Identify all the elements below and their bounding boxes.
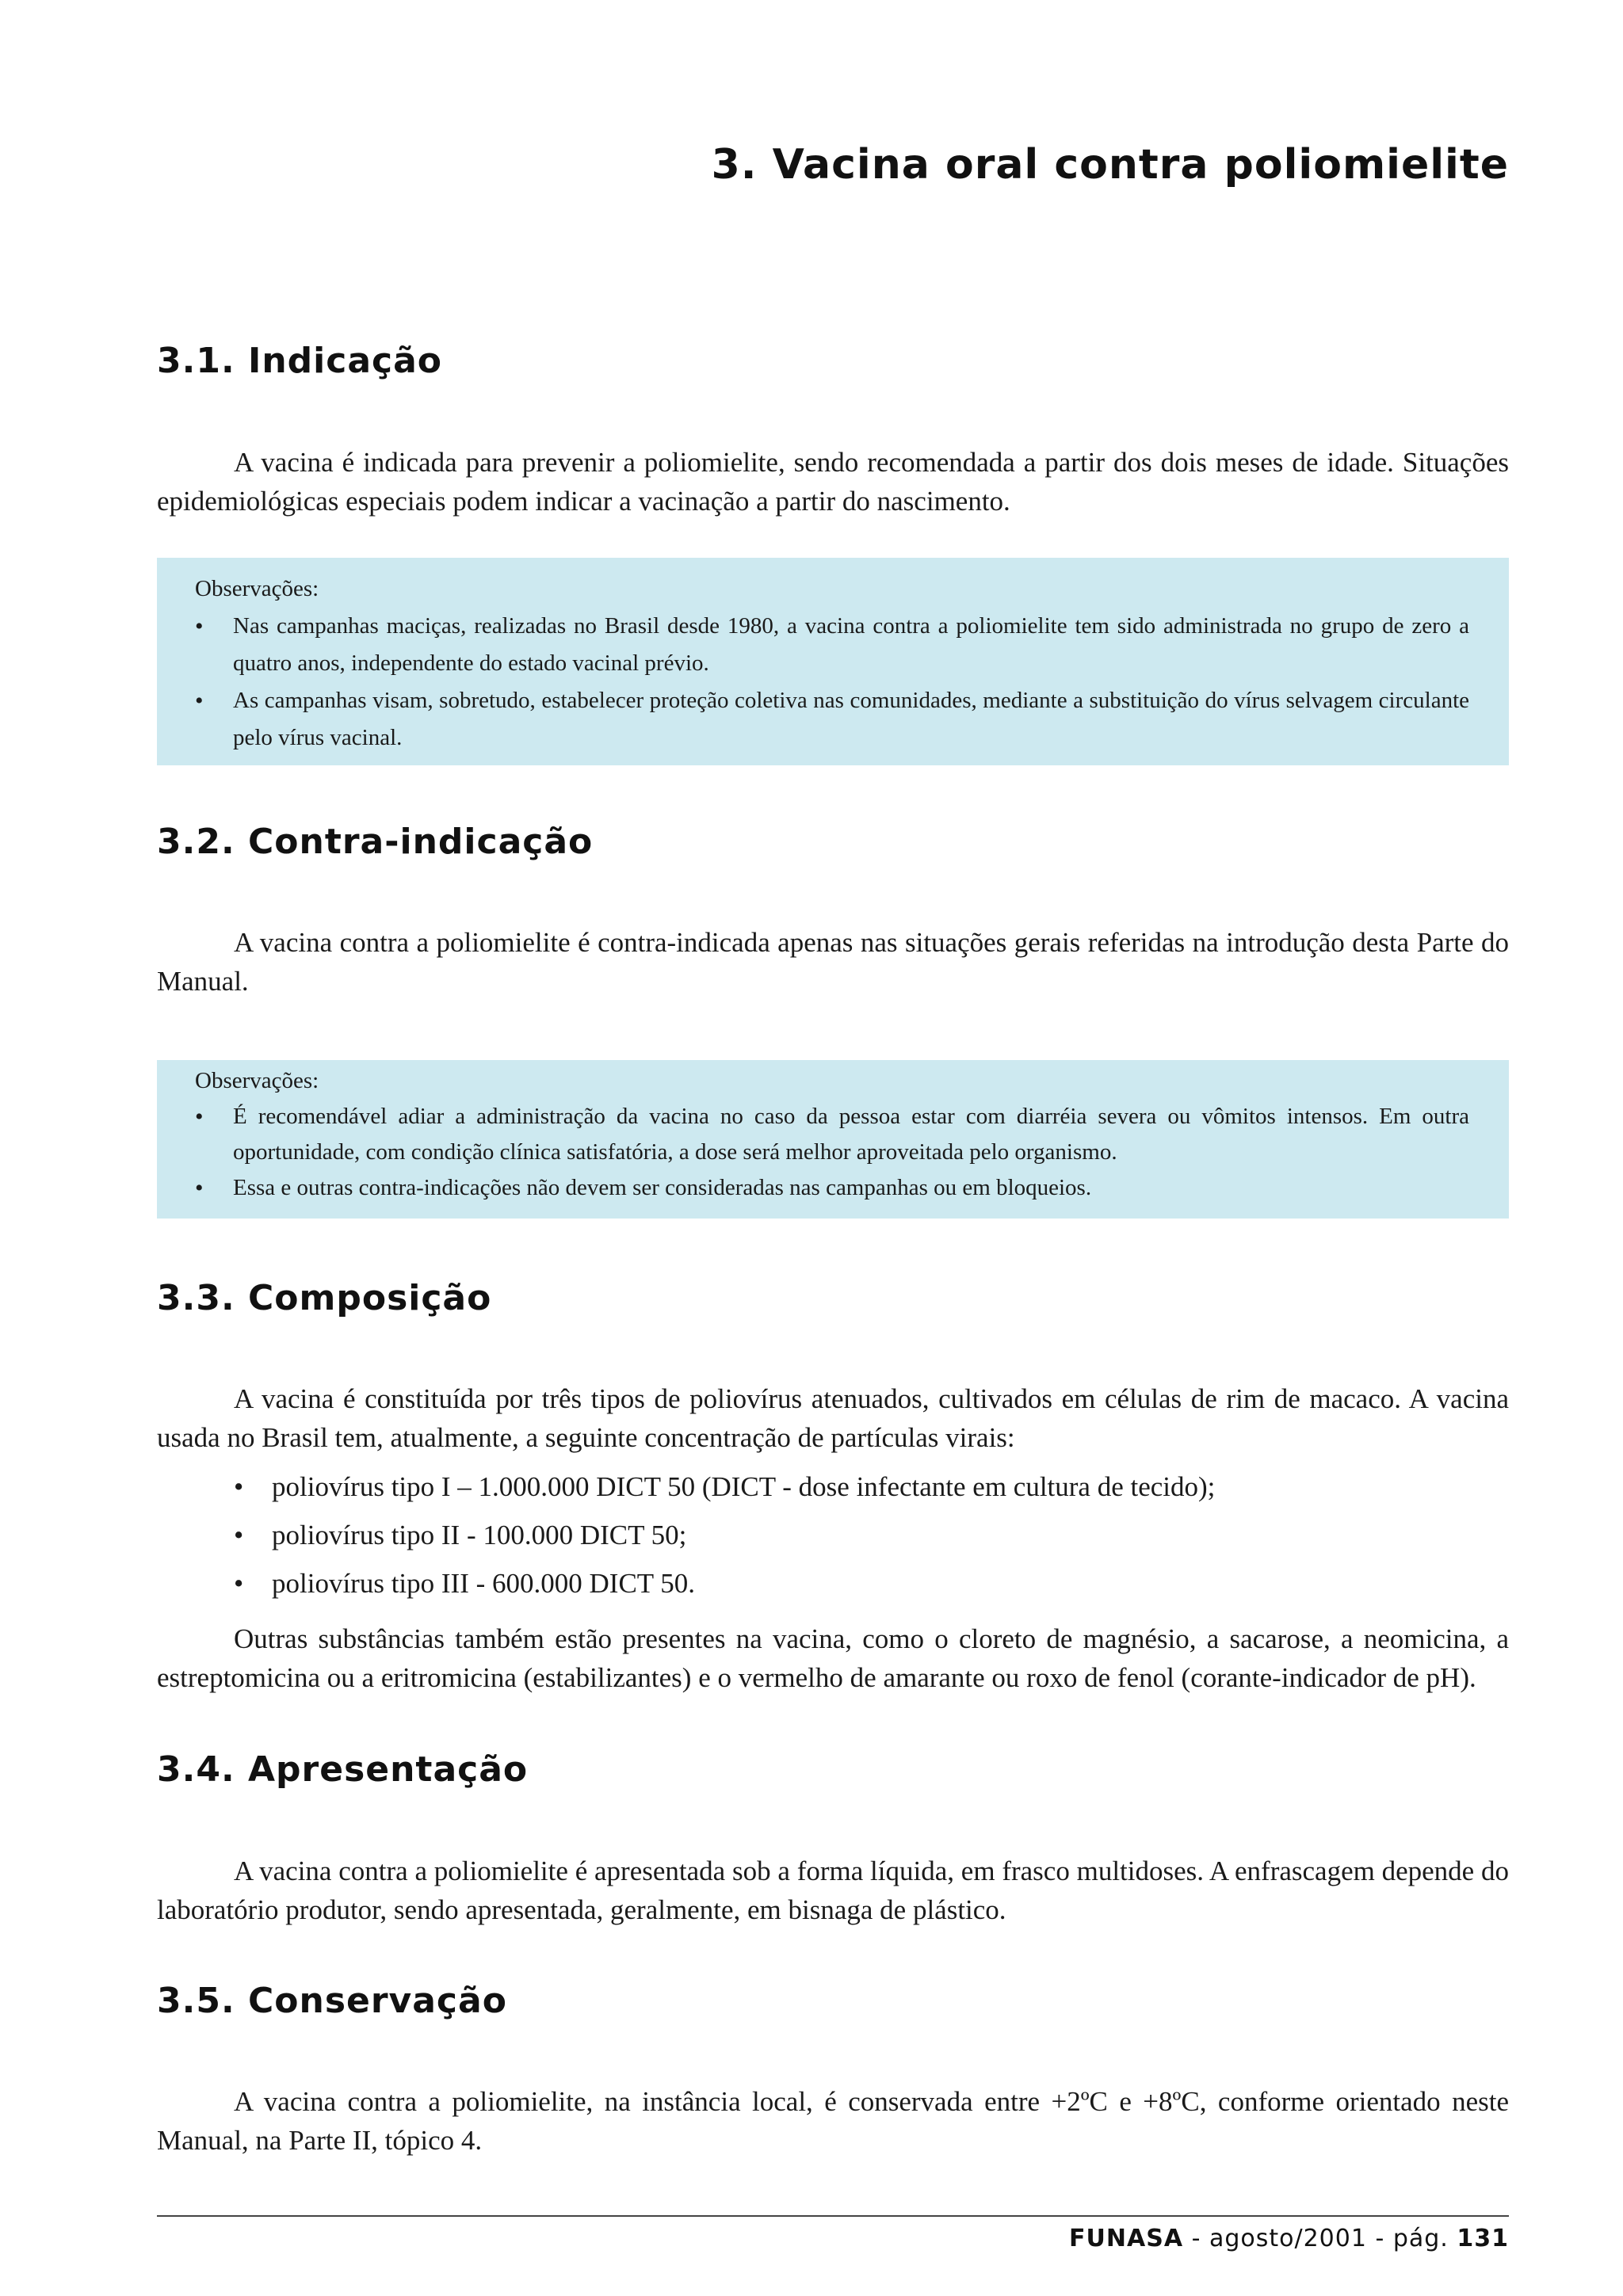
observations-list <box>195 1099 1469 1206</box>
observation-text: As campanhas visam, sobretudo, estabelecer proteção coletiva nas comunidades, mediante a substituição do vírus selvagem circulante pelo vírus vacinal. <box>233 688 1469 750</box>
bullet-icon: • <box>195 613 204 639</box>
composition-list <box>234 1463 1423 1608</box>
bullet-icon: • <box>234 1471 244 1502</box>
bullet-icon: • <box>195 1175 204 1201</box>
paragraph-conservacao: A vacina contra a poliomielite, na instância local, é conservada entre +2ºC e +8ºC, conforme orientado neste Manual, na Parte II, tópico 4. <box>157 2086 1509 2156</box>
composition-text: poliovírus tipo I – 1.000.000 DICT 50 (DICT - dose infectante em cultura de tecido); <box>272 1471 1216 1502</box>
section-heading-apresentacao: 3.4. Apresentação <box>157 1749 529 1790</box>
bullet-icon: • <box>234 1520 244 1550</box>
page-footer <box>1069 2225 1509 2252</box>
bullet-icon: • <box>195 1104 204 1130</box>
paragraph-apresentacao: A vacina contra a poliomielite é apresentada sob a forma líquida, em frasco multidoses. A enfrascagem depende do laboratório produtor, sendo apresentada, geralmente, em bisnaga de plástico. <box>157 1855 1509 1925</box>
page-number: 131 <box>1457 2225 1509 2252</box>
bullet-icon: • <box>195 688 204 714</box>
observations-box-contra-indicacao <box>157 1060 1509 1219</box>
footer-brand: FUNASA <box>1069 2225 1184 2252</box>
section-heading-composicao: 3.3. Composição <box>157 1278 492 1318</box>
paragraph-indicacao: A vacina é indicada para prevenir a poliomielite, sendo recomendada a partir dos dois meses de idade. Situações epidemiológicas especiais podem indicar a vacinação a partir do nascimento. <box>157 447 1509 517</box>
bullet-icon: • <box>234 1568 244 1599</box>
observations-heading: Observações: <box>195 576 319 601</box>
page-title: 3. Vacina oral contra poliomielite <box>711 141 1509 189</box>
composition-text: poliovírus tipo III - 600.000 DICT 50. <box>272 1568 696 1599</box>
paragraph-composicao-outras: Outras substâncias também estão presentes na vacina, como o cloreto de magnésio, a sacarose, a neomicina, a estreptomicina ou a eritromicina (estabilizantes) e o vermelho de amarante ou roxo de fenol (corante-indicador de pH). <box>157 1623 1509 1693</box>
paragraph-composicao-intro: A vacina é constituída por três tipos de poliovírus atenuados, cultivados em células de rim de macaco. A vacina usada no Brasil tem, atualmente, a seguinte concentração de partículas virais: <box>157 1383 1509 1453</box>
observations-list <box>195 608 1469 757</box>
composition-item <box>234 1511 1423 1559</box>
composition-item <box>234 1463 1423 1511</box>
composition-item <box>234 1559 1423 1608</box>
footer-date: - agosto/2001 - pág. <box>1183 2225 1457 2252</box>
observations-heading: Observações: <box>195 1068 319 1093</box>
composition-text: poliovírus tipo II - 100.000 DICT 50; <box>272 1520 687 1550</box>
observation-text: Essa e outras contra-indicações não devem ser consideradas nas campanhas ou em bloqueios. <box>233 1175 1092 1200</box>
observation-item <box>195 1099 1469 1170</box>
paragraph-contra-indicacao: A vacina contra a poliomielite é contra-indicada apenas nas situações gerais referidas na introdução desta Parte do Manual. <box>157 927 1509 997</box>
section-heading-conservacao: 3.5. Conservação <box>157 1981 507 2021</box>
observations-box-indicacao <box>157 558 1509 765</box>
section-heading-indicacao: 3.1. Indicação <box>157 341 443 381</box>
observation-item <box>195 1170 1469 1206</box>
observation-item <box>195 682 1469 757</box>
observation-item <box>195 608 1469 682</box>
document-page <box>157 0 1509 2296</box>
footer-divider <box>157 2215 1509 2217</box>
section-heading-contra-indicacao: 3.2. Contra-indicação <box>157 822 594 862</box>
observation-text: Nas campanhas maciças, realizadas no Brasil desde 1980, a vacina contra a poliomielite tem sido administrada no grupo de zero a quatro anos, independente do estado vacinal prévio. <box>233 613 1469 676</box>
observation-text: É recomendável adiar a administração da vacina no caso da pessoa estar com diarréia severa ou vômitos intensos. Em outra oportunidade, com condição clínica satisfatória, a dose será melhor aproveitada pelo organismo. <box>233 1104 1469 1165</box>
